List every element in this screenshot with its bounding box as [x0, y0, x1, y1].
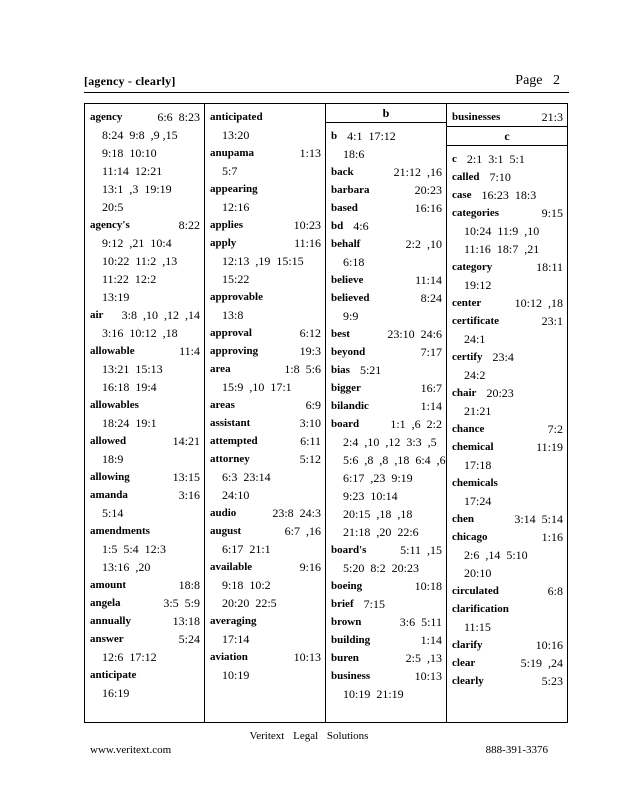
index-entry — [90, 576, 200, 594]
index-term: chicago — [452, 531, 488, 543]
index-entry — [210, 414, 321, 432]
index-term: chair — [452, 387, 477, 399]
index-entry — [210, 144, 321, 180]
index-term: chance — [452, 423, 485, 435]
index-term: allowable — [90, 345, 135, 357]
index-refs: 7:15 — [363, 597, 385, 611]
index-term: b — [331, 130, 338, 142]
index-term: attempted — [210, 435, 258, 447]
index-refs: 7:2 — [547, 422, 563, 436]
index-term: area — [210, 363, 231, 375]
index-refs: 5:19 ,24 — [520, 656, 563, 670]
index-refs: 24:10 — [222, 488, 250, 502]
index-term: believe — [331, 274, 364, 286]
index-entry — [452, 654, 563, 672]
index-entry — [452, 108, 563, 126]
index-entry — [90, 216, 200, 306]
index-entry — [331, 649, 442, 667]
index-refs: 18:9 — [102, 452, 124, 466]
index-refs: 20:10 — [464, 566, 492, 580]
index-entry — [331, 415, 446, 541]
index-refs: 19:12 — [464, 278, 492, 292]
index-entry — [331, 289, 442, 325]
index-term: angela — [90, 597, 121, 609]
index-refs: 23:4 — [492, 350, 514, 364]
index-term: allowables — [90, 399, 139, 411]
index-term: board's — [331, 544, 367, 556]
section-letter-heading: b — [326, 104, 446, 123]
index-refs: 16:7 — [420, 381, 442, 395]
index-refs: 15:9 ,10 17:1 — [222, 380, 292, 394]
index-entry — [452, 672, 563, 690]
header-rule — [84, 92, 569, 93]
index-entry — [90, 666, 200, 702]
index-refs: 9:23 10:14 — [343, 489, 398, 503]
index-refs: 1:1 ,6 2:2 — [390, 417, 442, 431]
index-refs: 13:8 — [222, 308, 244, 322]
index-refs: 3:10 — [299, 416, 321, 430]
index-term: applies — [210, 219, 244, 231]
index-column-1 — [85, 104, 205, 722]
index-entry — [452, 636, 563, 654]
index-term: allowing — [90, 471, 130, 483]
index-refs: 6:17 21:1 — [222, 542, 271, 556]
index-refs: 12:13 ,19 15:15 — [222, 254, 304, 268]
index-refs: 2:2 ,10 — [405, 237, 442, 251]
index-term: bigger — [331, 382, 361, 394]
index-refs: 11:19 — [536, 440, 563, 454]
index-refs: 10:18 — [414, 579, 442, 593]
index-entry — [452, 168, 563, 186]
index-entry — [210, 360, 321, 396]
index-term: amanda — [90, 489, 128, 501]
index-term: certificate — [452, 315, 500, 327]
index-term: center — [452, 297, 482, 309]
index-column-4 — [447, 104, 567, 722]
index-refs: 7:10 — [489, 170, 511, 184]
index-term: circulated — [452, 585, 499, 597]
index-term: chen — [452, 513, 474, 525]
index-entry — [210, 522, 321, 558]
index-term: august — [210, 525, 242, 537]
index-entry — [452, 186, 563, 204]
index-term: brown — [331, 616, 362, 628]
index-term: c — [452, 153, 457, 165]
index-refs: 3:16 — [178, 488, 200, 502]
index-entry — [331, 577, 442, 595]
index-refs: 19:3 — [299, 344, 321, 358]
index-refs: 10:24 11:9 ,10 — [464, 224, 540, 238]
index-refs: 6:9 — [305, 398, 321, 412]
index-refs: 23:8 24:3 — [272, 506, 321, 520]
index-entry — [210, 504, 321, 522]
index-entry — [331, 235, 442, 271]
index-refs: 16:16 — [414, 201, 442, 215]
index-term: behalf — [331, 238, 361, 250]
index-term: barbara — [331, 184, 370, 196]
index-term: air — [90, 309, 104, 321]
index-refs: 12:16 — [222, 200, 250, 214]
index-refs: 8:22 — [178, 218, 200, 232]
index-entry — [90, 486, 200, 522]
index-entry — [452, 258, 563, 294]
index-entry — [331, 199, 442, 217]
index-column-2 — [205, 104, 326, 722]
section-letter-heading: c — [447, 126, 567, 146]
index-term: aviation — [210, 651, 248, 663]
index-entry — [210, 108, 321, 144]
index-term: audio — [210, 507, 237, 519]
index-refs: 6:11 — [300, 434, 321, 448]
index-refs: 8:24 — [420, 291, 442, 305]
index-refs: 1:14 — [420, 633, 442, 647]
index-entry — [90, 396, 200, 432]
index-refs: 3:14 5:14 — [514, 512, 563, 526]
index-entry — [331, 631, 442, 649]
index-term: chemicals — [452, 477, 498, 489]
index-term: category — [452, 261, 493, 273]
index-refs: 10:13 — [293, 650, 321, 664]
index-refs: 5:23 — [541, 674, 563, 688]
index-refs: 7:17 — [420, 345, 442, 359]
index-term: bd — [331, 220, 344, 232]
index-refs: 24:1 — [464, 332, 486, 346]
index-entry — [452, 384, 563, 420]
index-entry — [331, 667, 442, 703]
index-entry — [210, 180, 321, 216]
index-refs: 20:20 22:5 — [222, 596, 277, 610]
index-entry — [90, 630, 200, 666]
index-entry — [210, 288, 321, 324]
index-entry — [90, 522, 200, 576]
index-entry — [210, 234, 321, 288]
index-refs: 10:19 — [222, 668, 250, 682]
index-refs: 11:22 12:2 — [102, 272, 157, 286]
index-refs: 6:18 — [343, 255, 365, 269]
index-refs: 2:5 ,13 — [405, 651, 442, 665]
index-term: approval — [210, 327, 252, 339]
index-refs: 5:21 — [359, 363, 382, 377]
index-refs: 6:6 8:23 — [157, 110, 200, 124]
index-refs: 11:4 — [179, 344, 200, 358]
index-refs: 9:18 10:2 — [222, 578, 271, 592]
index-refs: 5:14 — [102, 506, 124, 520]
index-refs: 4:6 — [353, 219, 369, 233]
index-entry — [90, 108, 200, 216]
index-refs: 23:10 24:6 — [387, 327, 442, 341]
index-entry — [452, 150, 563, 168]
index-refs: 17:24 — [464, 494, 492, 508]
page-indicator — [515, 73, 560, 89]
index-term: boeing — [331, 580, 363, 592]
index-entry — [210, 324, 321, 342]
index-refs: 18:24 19:1 — [102, 416, 157, 430]
index-entry — [331, 271, 442, 289]
index-refs: 5:24 — [178, 632, 200, 646]
index-refs: 21:18 ,20 22:6 — [343, 525, 419, 539]
index-refs: 15:22 — [222, 272, 250, 286]
index-entry — [210, 450, 321, 504]
index-refs: 5:11 ,15 — [400, 543, 442, 557]
index-entry — [331, 343, 442, 361]
index-entry — [331, 379, 442, 397]
index-refs: 8:24 9:8 ,9 ,15 — [102, 128, 178, 142]
index-entry — [90, 342, 200, 396]
index-refs: 1:8 5:6 — [284, 362, 321, 376]
index-entry — [210, 648, 321, 684]
footer-company: Veritext Legal Solutions — [249, 730, 369, 742]
index-term: best — [331, 328, 350, 340]
index-refs: 1:5 5:4 12:3 — [102, 542, 167, 556]
index-refs: 6:3 23:14 — [222, 470, 271, 484]
index-term: certify — [452, 351, 483, 363]
index-term: anupama — [210, 147, 255, 159]
index-entry — [452, 312, 563, 348]
index-term: bias — [331, 364, 350, 376]
index-refs: 3:6 5:11 — [399, 615, 442, 629]
index-term: apply — [210, 237, 237, 249]
index-entry — [210, 612, 321, 648]
index-refs: 11:16 18:7 ,21 — [464, 242, 540, 256]
index-refs: 1:13 — [299, 146, 321, 160]
index-term: based — [331, 202, 358, 214]
index-term: clarification — [452, 603, 509, 615]
footer-phone: 888-391-3376 — [485, 744, 548, 756]
index-entry — [331, 181, 442, 199]
footer-website: www.veritext.com — [90, 744, 172, 756]
index-entry — [210, 432, 321, 450]
index-refs: 11:14 12:21 — [102, 164, 163, 178]
index-term: areas — [210, 399, 235, 411]
index-entry — [452, 348, 563, 384]
index-term: approving — [210, 345, 259, 357]
index-refs: 16:18 19:4 — [102, 380, 157, 394]
index-entry — [210, 396, 321, 414]
index-entry — [331, 595, 442, 613]
index-entry — [90, 612, 200, 630]
index-refs: 13:19 — [102, 290, 130, 304]
index-entry — [331, 361, 442, 379]
index-term: amendments — [90, 525, 150, 537]
index-refs: 20:15 ,18 ,18 — [343, 507, 413, 521]
index-refs: 11:14 — [415, 273, 442, 287]
index-refs: 16:19 — [102, 686, 130, 700]
index-refs: 12:6 17:12 — [102, 650, 157, 664]
index-term: available — [210, 561, 253, 573]
index-refs: 2:4 ,10 ,12 3:3 ,5 — [343, 435, 437, 449]
index-refs: 17:18 — [464, 458, 492, 472]
index-entry — [331, 127, 442, 163]
index-refs: 10:23 — [293, 218, 321, 232]
index-entry — [331, 163, 442, 181]
index-refs: 14:21 — [172, 434, 200, 448]
index-refs: 16:23 18:3 — [481, 188, 537, 202]
index-entry — [452, 420, 563, 438]
index-term: amount — [90, 579, 127, 591]
index-refs: 3:16 10:12 ,18 — [102, 326, 178, 340]
index-entry — [210, 342, 321, 360]
index-entry — [331, 217, 442, 235]
index-refs: 13:18 — [172, 614, 200, 628]
index-refs: 20:23 — [486, 386, 514, 400]
index-term: case — [452, 189, 472, 201]
index-refs: 9:18 10:10 — [102, 146, 157, 160]
word-index-grid — [84, 103, 568, 723]
index-term: businesses — [452, 111, 501, 123]
index-refs: 13:21 15:13 — [102, 362, 163, 376]
page-label: Page — [515, 73, 543, 88]
index-refs: 10:16 — [535, 638, 563, 652]
index-refs: 13:16 ,20 — [102, 560, 151, 574]
index-refs: 5:12 — [299, 452, 321, 466]
index-entry — [331, 325, 442, 343]
index-refs: 9:16 — [299, 560, 321, 574]
index-refs: 11:16 — [294, 236, 321, 250]
index-refs: 13:20 — [222, 128, 250, 142]
index-term: anticipated — [210, 111, 263, 123]
index-refs: 5:7 — [222, 164, 238, 178]
index-refs: 9:12 ,21 10:4 — [102, 236, 172, 250]
index-entry — [90, 468, 200, 486]
index-refs: 9:9 — [343, 309, 359, 323]
index-term: approvable — [210, 291, 263, 303]
index-refs: 21:21 — [464, 404, 492, 418]
index-refs: 1:16 — [541, 530, 563, 544]
index-term: categories — [452, 207, 500, 219]
index-refs: 23:1 — [541, 314, 563, 328]
index-term: annually — [90, 615, 131, 627]
index-term: board — [331, 418, 360, 430]
index-term: assistant — [210, 417, 251, 429]
index-refs: 10:22 11:2 ,13 — [102, 254, 178, 268]
index-term: clarify — [452, 639, 483, 651]
index-refs: 3:5 5:9 — [163, 596, 200, 610]
index-refs: 3:8 ,10 ,12 ,14 — [121, 308, 200, 322]
index-term: buren — [331, 652, 359, 664]
index-entry — [90, 306, 200, 342]
index-entry — [452, 582, 563, 600]
index-refs: 4:1 17:12 — [347, 129, 396, 143]
index-term: back — [331, 166, 354, 178]
index-entry — [210, 558, 321, 612]
index-range: [agency - clearly] — [84, 74, 176, 88]
index-term: business — [331, 670, 371, 682]
index-term: bilandic — [331, 400, 369, 412]
index-refs: 11:15 — [464, 620, 491, 634]
index-term: appearing — [210, 183, 258, 195]
index-refs: 6:8 — [547, 584, 563, 598]
index-refs: 21:12 ,16 — [393, 165, 442, 179]
index-refs: 9:15 — [541, 206, 563, 220]
index-term: chemical — [452, 441, 494, 453]
index-refs: 13:15 — [172, 470, 200, 484]
index-refs: 18:6 — [343, 147, 365, 161]
index-refs: 10:13 — [414, 669, 442, 683]
index-refs: 5:20 8:2 20:23 — [343, 561, 420, 575]
index-refs: 2:1 3:1 5:1 — [466, 152, 525, 166]
index-refs: 13:1 ,3 19:19 — [102, 182, 172, 196]
index-refs: 6:7 ,16 — [284, 524, 321, 538]
index-entry — [331, 613, 442, 631]
page-number: 2 — [553, 73, 560, 88]
index-entry — [452, 294, 563, 312]
index-entry — [452, 528, 563, 582]
index-entry — [90, 432, 200, 468]
index-entry — [331, 397, 442, 415]
index-entry — [452, 510, 563, 528]
index-refs: 1:14 — [420, 399, 442, 413]
index-refs: 17:14 — [222, 632, 250, 646]
index-term: brief — [331, 598, 354, 610]
index-refs: 5:6 ,8 ,8 ,18 6:4 ,6 — [343, 453, 446, 467]
index-term: attorney — [210, 453, 250, 465]
index-refs: 18:11 — [536, 260, 563, 274]
index-term: agency — [90, 111, 123, 123]
index-refs: 6:17 ,23 9:19 — [343, 471, 413, 485]
index-term: allowed — [90, 435, 127, 447]
index-entry — [452, 204, 563, 258]
index-refs: 6:12 — [299, 326, 321, 340]
index-entry — [452, 474, 563, 510]
index-term: averaging — [210, 615, 257, 627]
index-refs: 21:3 — [541, 110, 563, 124]
index-term: answer — [90, 633, 124, 645]
index-term: clear — [452, 657, 476, 669]
index-entry — [210, 216, 321, 234]
index-refs: 10:19 21:19 — [343, 687, 404, 701]
index-term: believed — [331, 292, 370, 304]
index-refs: 24:2 — [464, 368, 486, 382]
index-refs: 20:5 — [102, 200, 124, 214]
index-refs: 10:12 ,18 — [514, 296, 563, 310]
index-refs: 18:8 — [178, 578, 200, 592]
index-term: called — [452, 171, 480, 183]
index-entry — [452, 600, 563, 636]
index-column-3 — [326, 104, 447, 722]
index-entry — [452, 438, 563, 474]
index-term: anticipate — [90, 669, 137, 681]
index-term: agency's — [90, 219, 130, 231]
index-term: building — [331, 634, 371, 646]
index-refs: 2:6 ,14 5:10 — [464, 548, 528, 562]
index-entry — [90, 594, 200, 612]
index-refs: 20:23 — [414, 183, 442, 197]
index-term: clearly — [452, 675, 484, 687]
index-term: beyond — [331, 346, 366, 358]
index-entry — [331, 541, 442, 577]
